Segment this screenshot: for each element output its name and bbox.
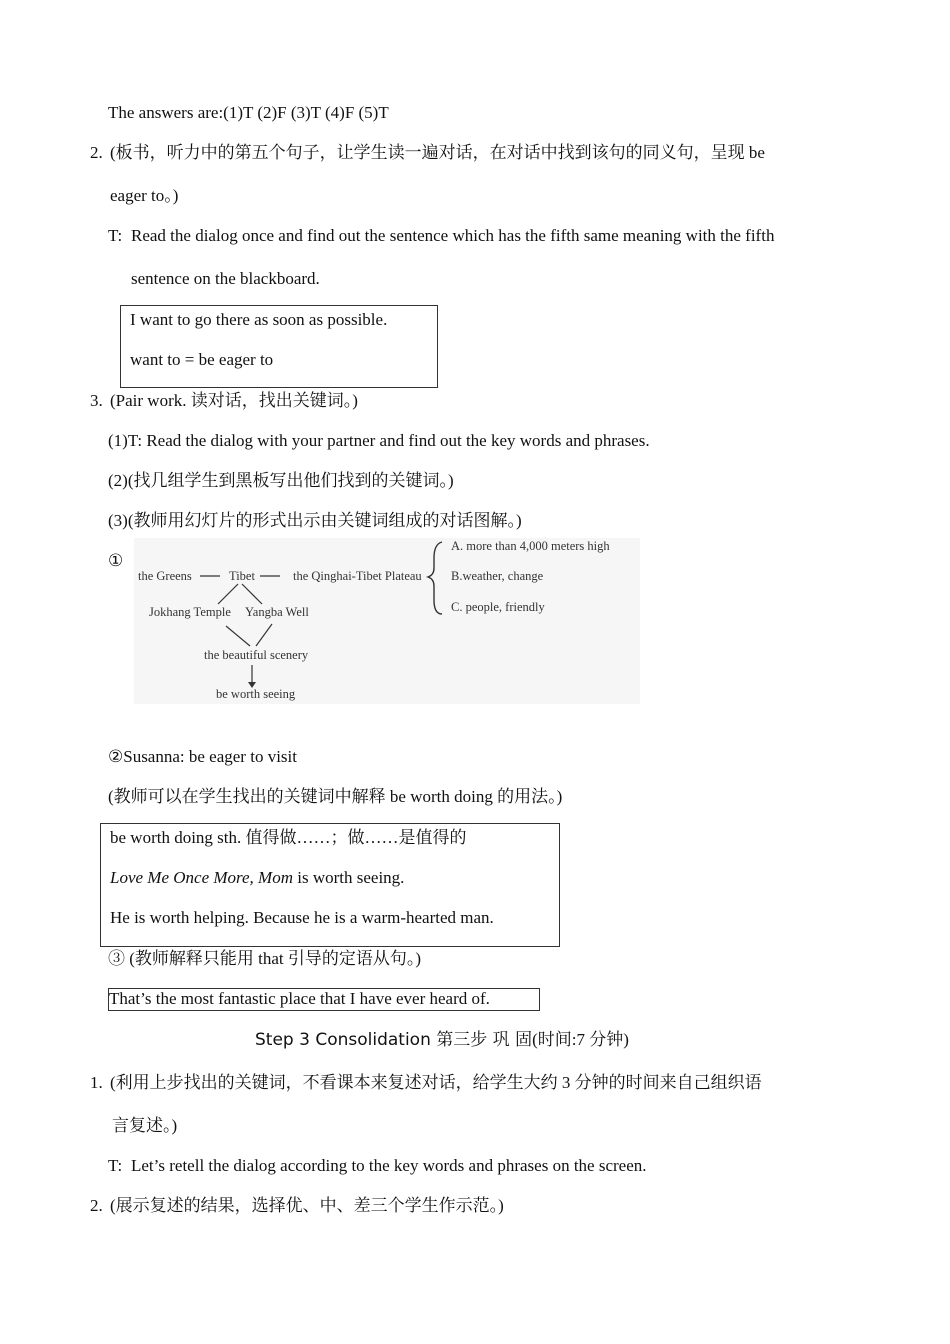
- node-jokhang: Jokhang Temple: [149, 605, 231, 619]
- item3-number: 3.: [90, 391, 103, 410]
- item2-teacher-prefix: T:: [108, 226, 123, 245]
- cons1-teacher-line: Let’s retell the dialog according to the key words and phrases on the screen.: [131, 1156, 647, 1175]
- step3-heading: [255, 1029, 629, 1051]
- item3-sub1: (1)T: Read the dialog with your partner and find out the key words and phrases.: [108, 431, 650, 450]
- worth-box-line3: He is worth helping. Because he is a warm-hearted man.: [110, 908, 494, 927]
- dialog-diagram: [134, 538, 640, 704]
- answers-line: The answers are:(1)T (2)F (3)T (4)F (5)T: [108, 103, 389, 122]
- that-box-text: That’s the most fantastic place that I have ever heard of.: [109, 989, 490, 1008]
- cons1-teacher-prefix: T:: [108, 1156, 123, 1175]
- edge-yangba-scenery: [256, 624, 272, 646]
- circle-number-1: ①: [108, 551, 124, 570]
- node-a: A. more than 4,000 meters high: [451, 539, 610, 553]
- circle2-line: ②Susanna: be eager to visit: [108, 747, 297, 766]
- circle3-line: ③ (教师解释只能用 that 引导的定语从句。): [108, 949, 422, 968]
- worth-box-line2: [110, 867, 404, 889]
- cons2-number: 2.: [90, 1196, 103, 1215]
- synonym-box-line1: I want to go there as soon as possible.: [130, 310, 388, 329]
- node-c: C. people, friendly: [451, 600, 545, 614]
- node-worth: be worth seeing: [216, 687, 296, 701]
- edge-jokhang-scenery: [226, 626, 250, 646]
- cons1-number: 1.: [90, 1073, 103, 1092]
- worth-box-line2-rest: is worth seeing.: [293, 868, 405, 887]
- node-b: B.weather, change: [451, 569, 544, 583]
- item2-number: 2.: [90, 143, 103, 162]
- node-tibet: Tibet: [229, 569, 255, 583]
- node-the-greens: the Greens: [138, 569, 192, 583]
- step3-title: Step 3 Consolidation 第三步 巩 固: [255, 1030, 533, 1050]
- edge-tibet-yangba: [242, 584, 262, 604]
- brace: [428, 542, 442, 614]
- node-scenery: the beautiful scenery: [204, 648, 309, 662]
- item3-text: (Pair work. 读对话，找出关键词。): [110, 391, 358, 410]
- cons1-line2: 言复述。): [112, 1116, 178, 1135]
- item2-teacher-line1: Read the dialog once and find out the sentence which has the fifth same meaning with the fifth: [131, 226, 775, 245]
- node-yangba: Yangba Well: [245, 605, 309, 619]
- worth-box-line1: be worth doing sth. 值得做……；做……是值得的: [110, 828, 467, 847]
- edge-tibet-jokhang: [218, 584, 238, 604]
- cons2-text: (展示复述的结果，选择优、中、差三个学生作示范。): [110, 1196, 504, 1215]
- item2-teacher-line2: sentence on the blackboard.: [131, 269, 320, 288]
- film-title: Love Me Once More, Mom: [110, 868, 293, 887]
- item2-text-line1: (板书，听力中的第五个句子，让学生读一遍对话，在对话中找到该句的同义句，呈现 be: [110, 143, 765, 162]
- cons1-line1: (利用上步找出的关键词，不看课本来复述对话，给学生大约 3 分钟的时间来自己组织语: [110, 1073, 762, 1092]
- step3-time: (时间:7 分钟): [532, 1030, 629, 1049]
- item2-text-line2: eager to。): [110, 186, 179, 205]
- item3-sub2: (2)(找几组学生到黑板写出他们找到的关键词。): [108, 471, 454, 490]
- node-plateau: the Qinghai-Tibet Plateau: [293, 569, 422, 583]
- synonym-box-line2: want to = be eager to: [130, 350, 274, 369]
- item3-sub3: (3)(教师用幻灯片的形式出示由关键词组成的对话图解。): [108, 511, 522, 530]
- explain-line: (教师可以在学生找出的关键词中解释 be worth doing 的用法。): [108, 787, 563, 806]
